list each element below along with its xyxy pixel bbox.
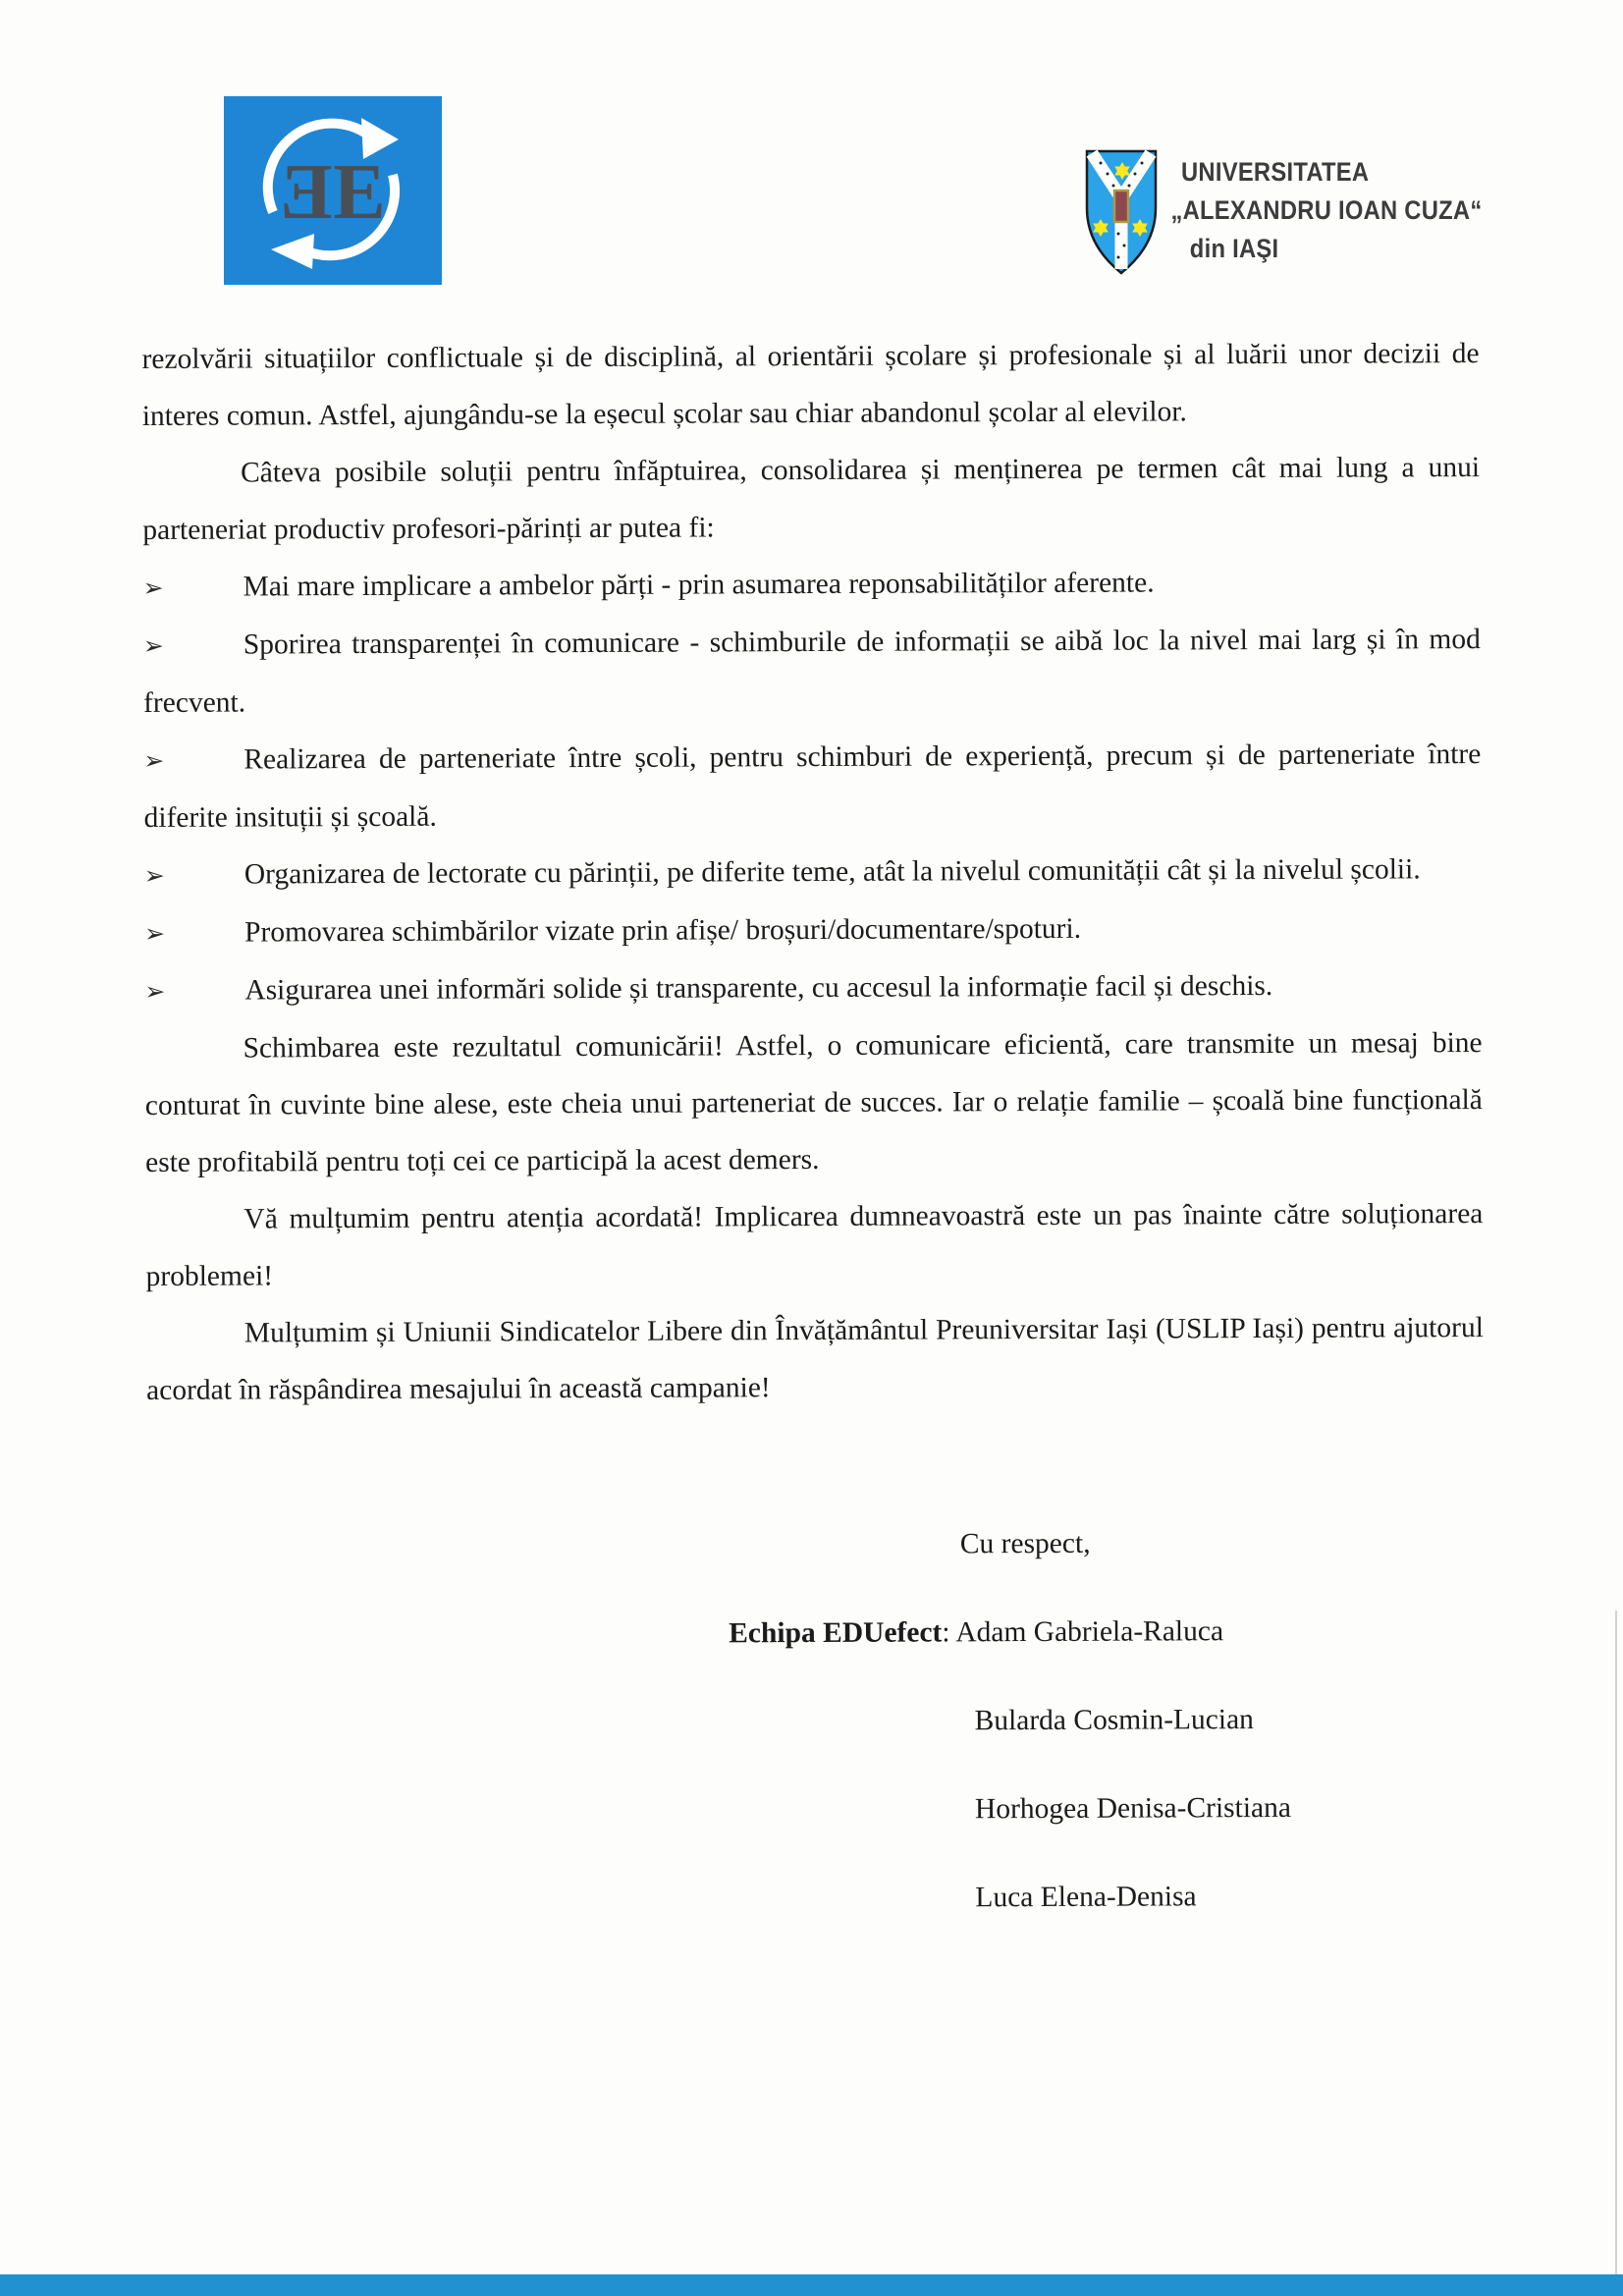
signature-member: Horhogea Denisa-Cristiana [974, 1791, 1292, 1826]
university-name-line1: UNIVERSITATEA [1181, 157, 1370, 187]
svg-text:E: E [333, 149, 386, 236]
eduefect-logo-icon [224, 96, 442, 285]
university-name [1170, 153, 1483, 268]
arrow-bullet-icon: ➢ [143, 860, 165, 890]
arrow-bullet-icon: ➢ [144, 918, 166, 948]
bullet-item [143, 726, 1481, 847]
bullet-text: Realizarea de parteneriate între școli, pentru schimburi de experiență, precum și de parteneriate între diferite insituții și școală. [143, 738, 1482, 834]
arrow-bullet-icon: ➢ [142, 630, 164, 660]
signature-block [147, 1498, 1487, 1945]
letter-body [141, 325, 1486, 1945]
bullet-text: Asigurarea unei informări solide și transparente, cu accesul la informație facil și deschis. [244, 969, 1273, 1007]
signature-member: Bularda Cosmin-Lucian [974, 1704, 1254, 1737]
bullet-item [144, 899, 1482, 962]
signature-team-line [147, 1586, 1485, 1680]
university-logo [1083, 147, 1523, 282]
university-crest-icon [1083, 147, 1160, 282]
bullet-text: Mai mare implicare a ambelor părți - prin asumarea reponsabilităților aferente. [243, 567, 1155, 603]
signature-member: Luca Elena-Denisa [975, 1881, 1197, 1914]
paragraph-uslip: Mulțumim și Uniunii Sindicatelor Libere din Învățământul Preuniversitar Iași (USLIP Iași) pentru ajutorul acordat în răspândirea mesajului în această campanie! [146, 1312, 1484, 1406]
paragraph-communication: Schimbarea este rezultatul comunicării! Astfel, o comunicare eficientă, care transmite un mesaj bine conturat în cuvinte bine alese, este cheia unui parteneriat de succes. Iar o relație familie – școală bine funcțională este profitabilă pentru toți cei ce participă la acest demers. [144, 1027, 1483, 1178]
bullet-item [142, 553, 1480, 617]
paragraph-solutions-intro: Câteva posibile soluții pentru înfăptuirea, consolidarea și menținerea pe termen cât mai lung a unui parteneriat productiv profesori-părinți ar putea fi: [142, 452, 1481, 546]
svg-text:E: E [280, 149, 333, 236]
university-name-line2: „ALEXANDRU IOAN CUZA“ [1170, 195, 1483, 225]
scan-edge-artifact [1615, 1611, 1617, 2274]
arrow-bullet-icon: ➢ [144, 976, 166, 1006]
arrow-bullet-icon: ➢ [142, 573, 164, 602]
bullet-text: Promovarea schimbărilor vizate prin afișe/ broșuri/documentare/spoturi. [244, 912, 1082, 949]
signature-salutation: Cu respect, [959, 1527, 1091, 1560]
paragraph-conflict-resolution: rezolvării situațiilor conflictuale și de disciplină, al orientării școlare și profesionale și al luării unor decizii de interes comun. Astfel, ajungându-se la eșecul școlar sau chiar abandonul școlar al elevilor. [141, 338, 1480, 432]
bullet-text: Organizarea de lectorate cu părinții, pe diferite teme, atât la nivelul comunității cât și la nivelul școlii. [243, 853, 1421, 891]
bullet-item [144, 957, 1482, 1020]
paragraph-thanks: Vă mulțumim pentru atenția acordată! Implicarea dumneavoastră este un pas înainte către soluționarea problemei! [145, 1198, 1484, 1292]
signature-member: : Adam Gabriela-Raluca [942, 1615, 1224, 1649]
bullet-text: Sporirea transparenței în comunicare - schimburile de informații se aibă loc la nivel mai larg și în mod frecvent. [143, 624, 1481, 719]
bullet-item [143, 611, 1481, 732]
signature-team-label: Echipa EDUefect [729, 1616, 943, 1650]
university-name-line3: din IAŞI [1189, 234, 1279, 263]
bullet-item [144, 841, 1482, 904]
arrow-bullet-icon: ➢ [143, 745, 165, 775]
bottom-blue-bar [0, 2274, 1623, 2296]
